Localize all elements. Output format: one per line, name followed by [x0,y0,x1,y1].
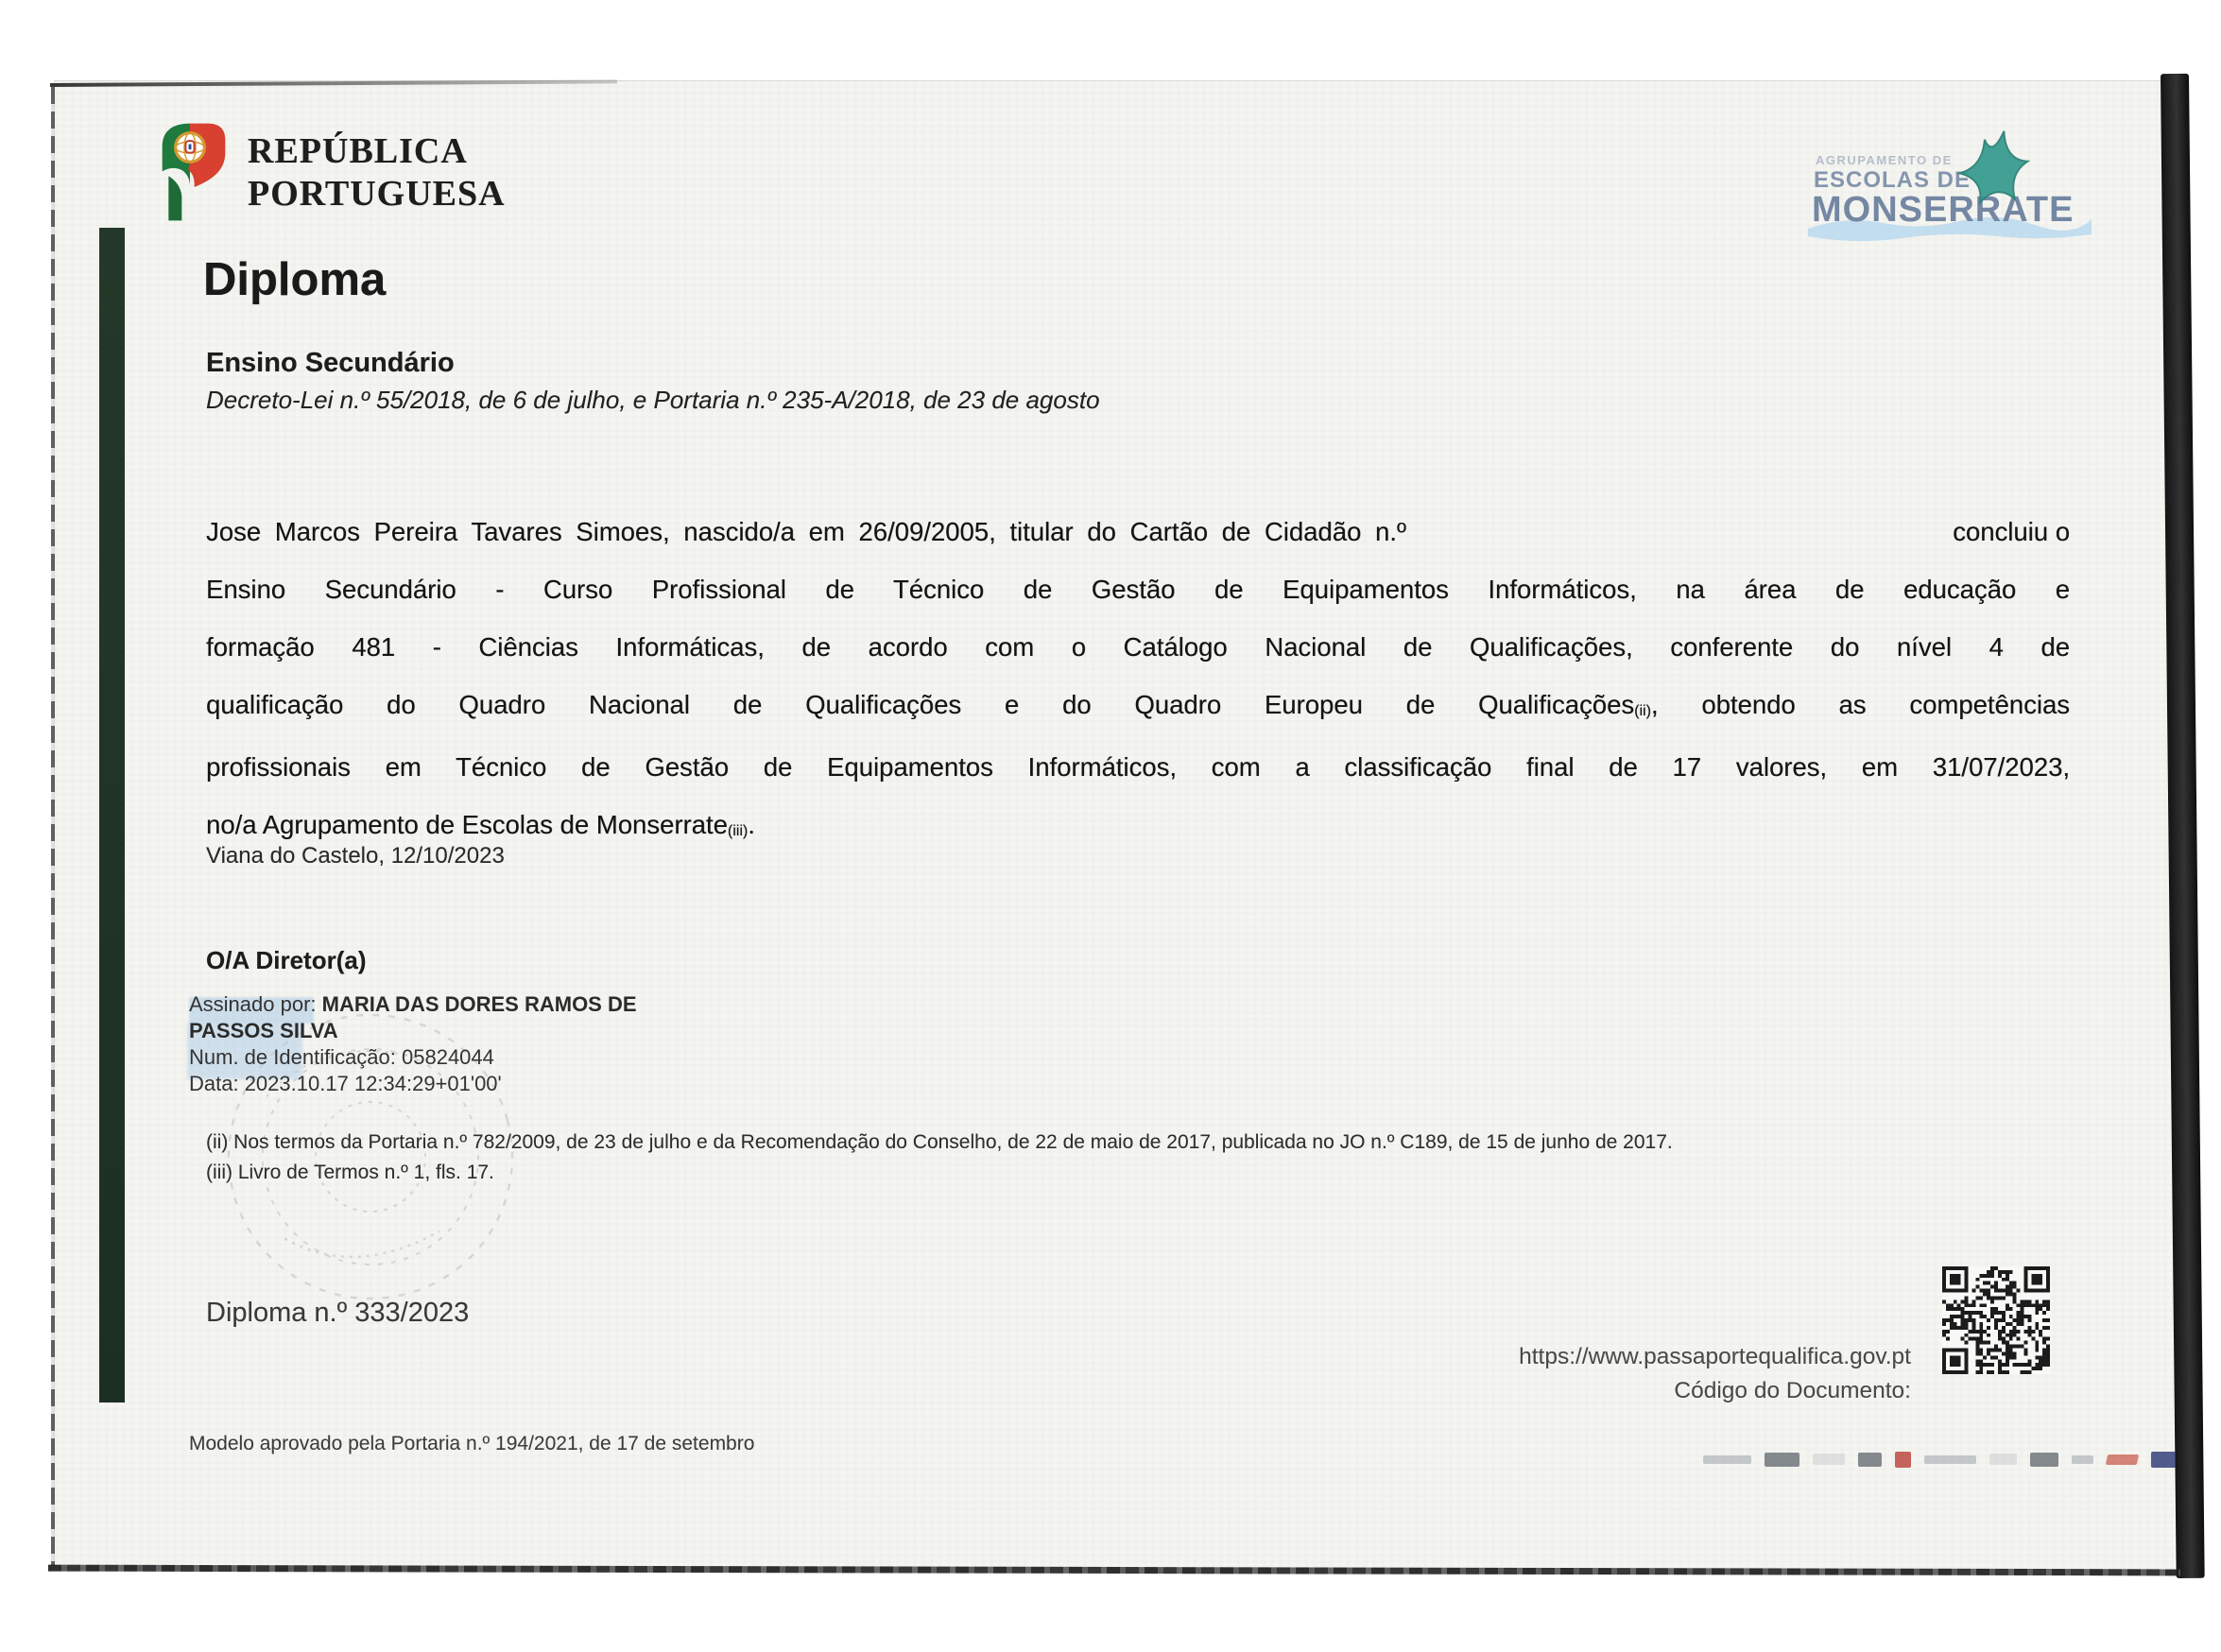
school-logo-line2: ESCOLAS DE [1814,167,1971,193]
school-logo-line3: MONSERRATE [1812,190,2075,230]
eu-flag-logo [2151,1452,2176,1468]
footnote-marker-iii: (iii) [727,823,749,839]
republic-wordmark-line2: PORTUGUESA [248,174,506,214]
model-approval-note: Modelo aprovado pela Portaria n.º 194/2021, de 17 de setembro [189,1433,755,1454]
green-accent-bar [99,228,125,1402]
scan-edge-bottom [48,1565,2180,1576]
qr-code [1942,1266,2050,1374]
body-line-4 [206,676,2070,738]
scan-edge-left [51,87,55,1566]
starfish-icon [1935,123,2057,233]
document-code-label: Código do Documento: [1674,1378,1911,1403]
partner-logo [1895,1452,1911,1468]
footnote-marker-ii: (ii) [1634,703,1651,719]
signer-name-part1: MARIA DAS DORES RAMOS DE [321,992,637,1016]
partner-logo [1858,1453,1883,1467]
signer-name-part2: PASSOS SILVA [189,1019,338,1042]
diploma-number: Diploma n.º 333/2023 [206,1298,470,1328]
scan-edge-top [50,79,617,87]
body-line-1 [206,503,2070,560]
scan-edge-right [2161,74,2205,1578]
scanned-diploma-page [54,80,2174,1570]
partner-logo [2106,1454,2140,1465]
signer-id-number: Num. de Identificação: 05824044 [189,1045,494,1069]
partner-logo [2030,1453,2057,1467]
partner-logo [1989,1454,2017,1465]
body-line-6-period: . [748,810,755,839]
verification-block [1519,1340,1911,1408]
partner-logo [1703,1455,1751,1464]
footnote-ii: (ii) Nos termos da Portaria n.º 782/2009, de 23 de julho e da Recomendação do Conselho, de 22 de maio de 2017, publicada no JO n.º C189, de 15 de junho de 2017. [206,1131,1673,1153]
body-line-6-text: no/a Agrupamento de Escolas de Monserrate [206,810,728,839]
director-role-label: O/A Diretor(a) [206,946,367,974]
page-title: Diploma [203,254,387,305]
digital-signature-block [189,991,637,1097]
body-line-1-left: Jose Marcos Pereira Tavares Simoes, nascido/a em 26/09/2005, titular do Cartão de Cidadão n.º [206,517,1406,546]
footnotes [206,1127,1673,1188]
place-and-date: Viana do Castelo, 12/10/2023 [206,843,505,869]
partner-logo [1813,1454,1844,1465]
body-line-1-right: concluiu o [1953,517,2070,546]
school-logo [1814,138,2097,242]
signed-by-label: Assinado por: [189,992,317,1016]
partner-logo [1765,1453,1799,1467]
diploma-body-text [206,503,2070,858]
republic-wordmark-line1: REPÚBLICA [248,131,468,171]
partner-logos-strip [1703,1448,2176,1471]
partner-logo [2072,1455,2094,1464]
signature-line-1 [189,991,637,1018]
footnote-iii: (iii) Livro de Termos n.º 1, fls. 17. [206,1162,494,1183]
signature-timestamp: Data: 2023.10.17 12:34:29+01'00' [189,1072,502,1095]
republic-wordmark [248,130,506,215]
republica-portuguesa-logo-icon [152,121,228,228]
subtitle-education-level: Ensino Secundário [206,348,455,378]
body-line-3: formação 481 - Ciências Informáticas, de acordo com o Catálogo Nacional de Qualificações, conferente do nível 4 de [206,632,2070,662]
body-line-2: Ensino Secundário - Curso Profissional de Técnico de Gestão de Equipamentos Informáticos, na área de educação e [206,575,2070,604]
legal-reference: Decreto-Lei n.º 55/2018, de 6 de julho, e Portaria n.º 235-A/2018, de 23 de agosto [206,386,1100,414]
school-logo-line1: AGRUPAMENTO DE [1816,153,1953,167]
body-line-4-text: qualificação do Quadro Nacional de Qualificações e do Quadro Europeu de Qualificações [206,690,1635,719]
partner-logo [1924,1455,1976,1464]
body-line-5: profissionais em Técnico de Gestão de Equipamentos Informáticos, com a classificação final de 17 valores, em 31/07/2023, [206,752,2070,782]
verification-url: https://www.passaportequalifica.gov.pt [1519,1344,1911,1369]
body-line-4-tail: , obtendo as competências [1650,690,2071,719]
